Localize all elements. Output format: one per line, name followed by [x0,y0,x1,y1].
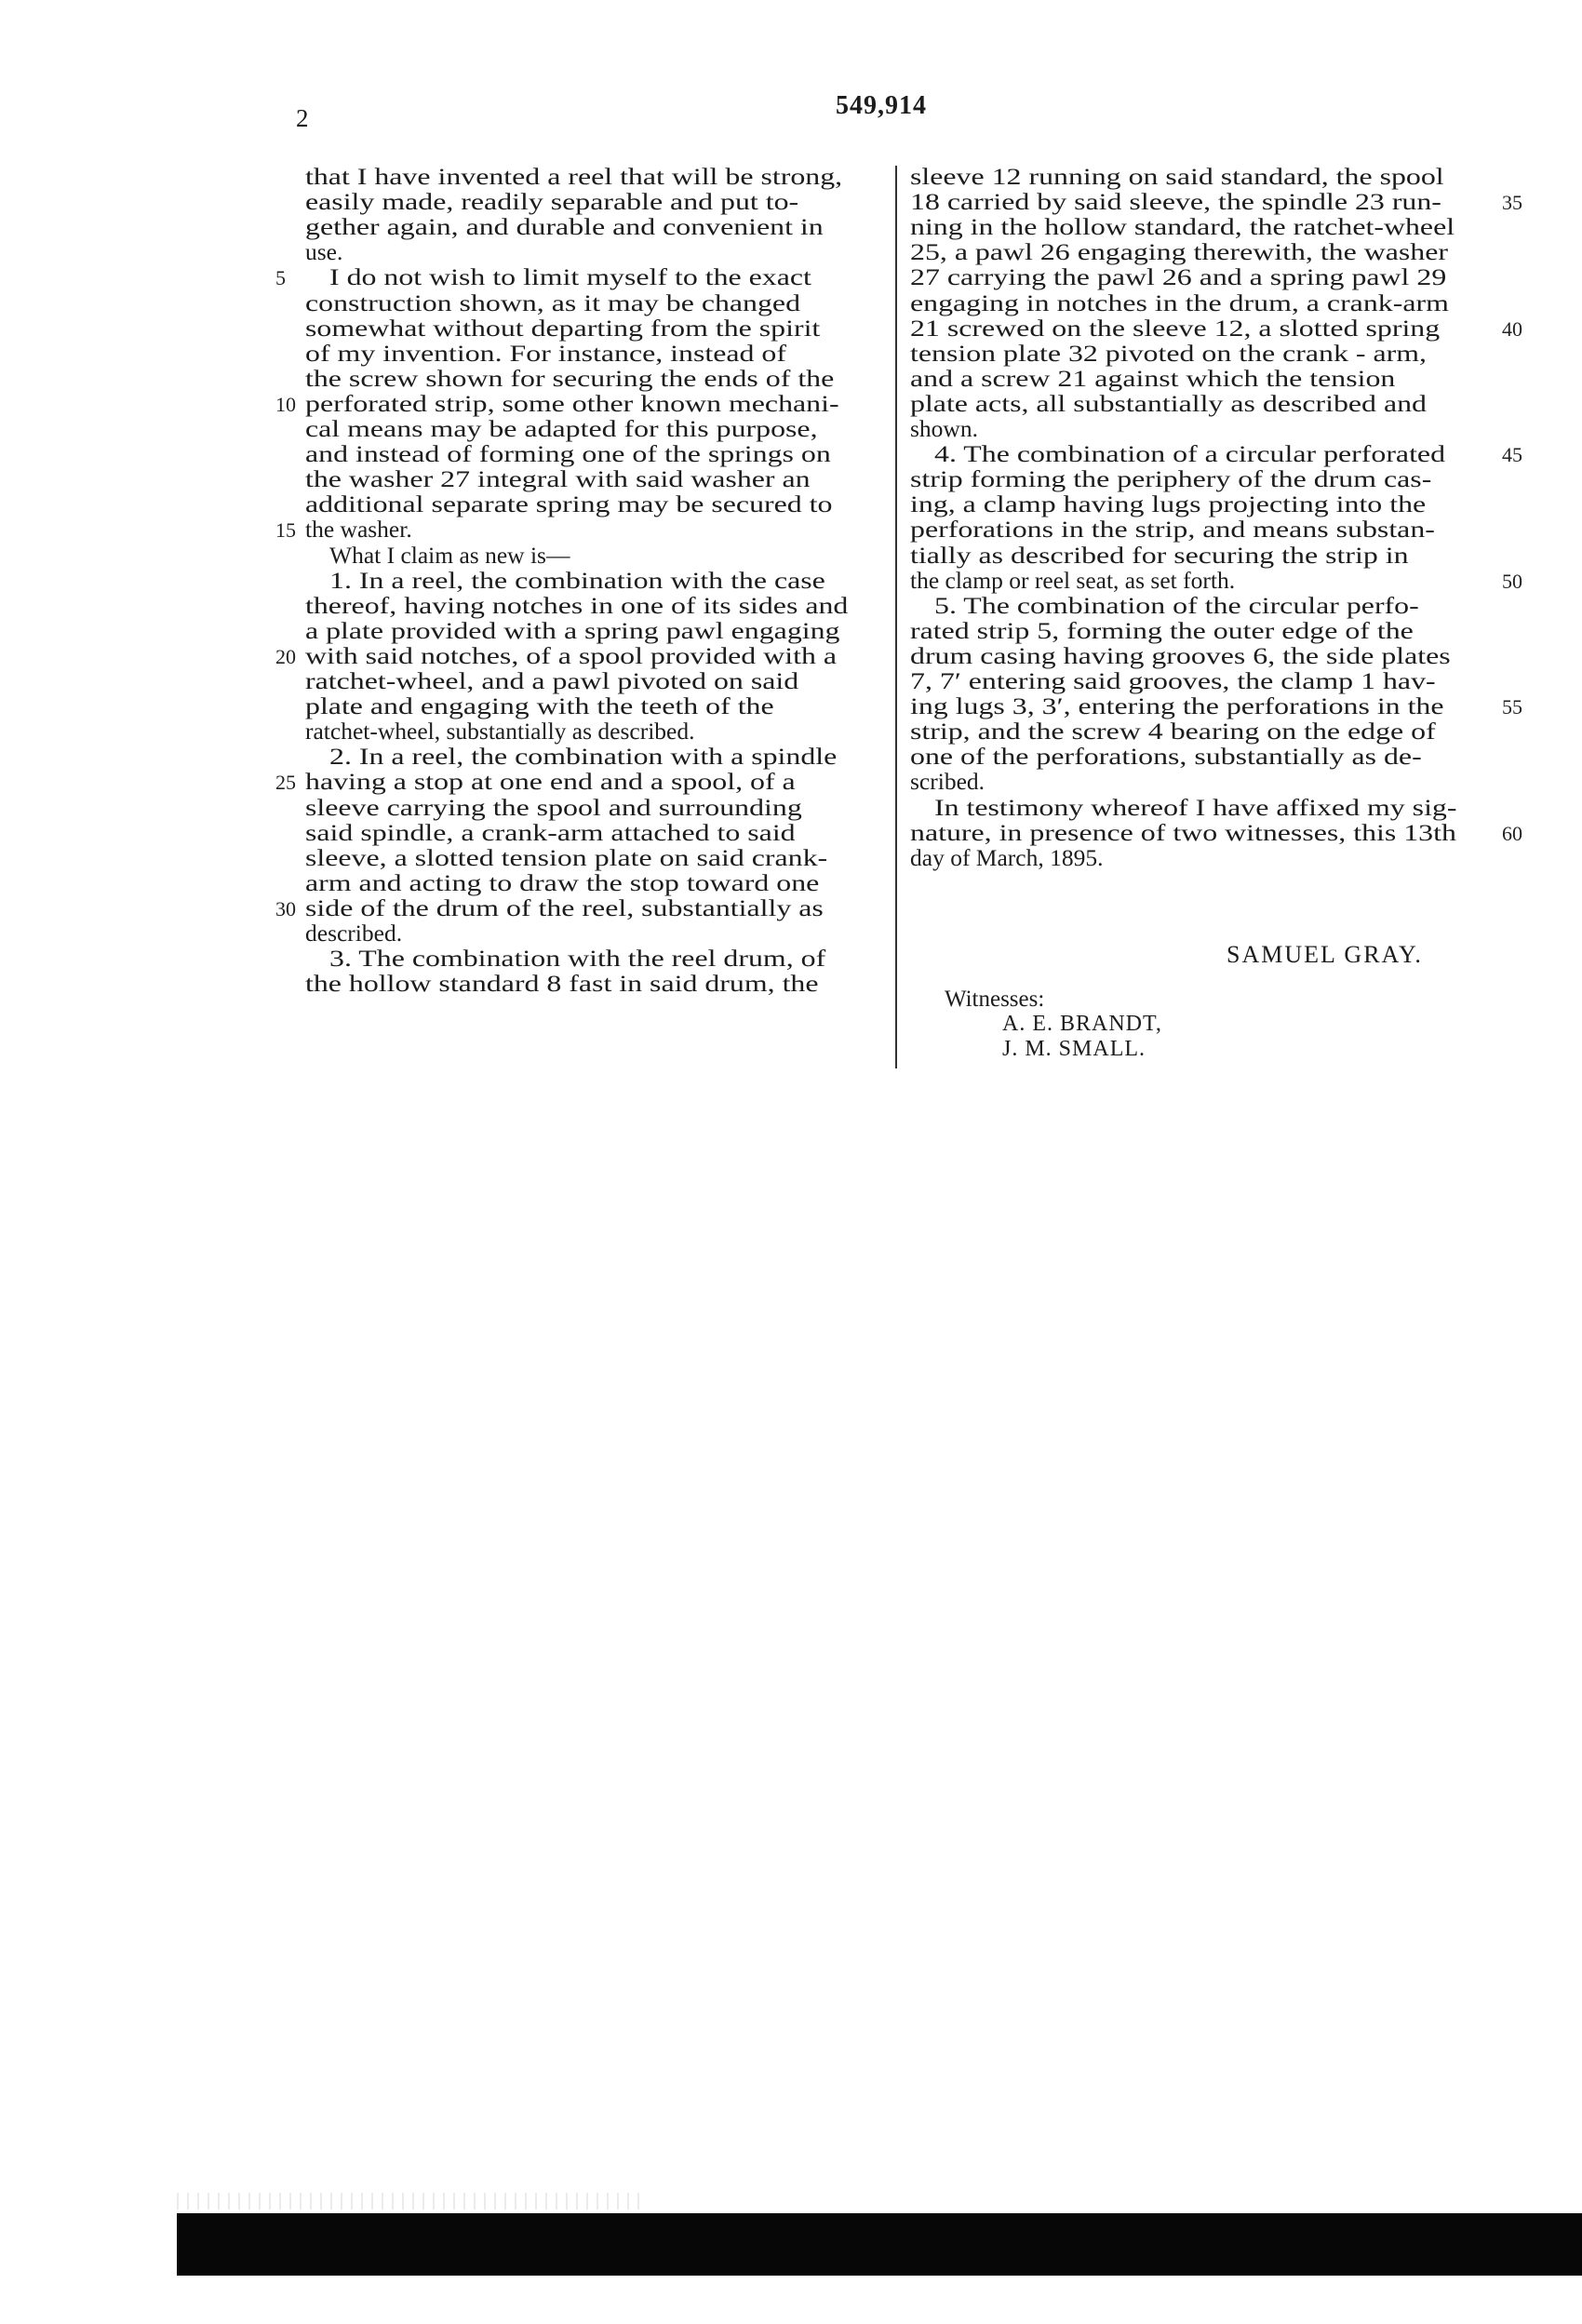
text-line: 7, 7′ entering said grooves, the clamp 1 hav- [910,667,1436,694]
scan-noise [177,2193,642,2210]
text-line: day of March, 1895. [910,843,1104,871]
text-line: ing lugs 3, 3′, entering the perforations in the [910,692,1444,720]
margin-line-number: 10 [275,392,296,416]
text-line: of my invention. For instance, instead of [305,339,786,367]
text-line: the washer. [305,516,412,544]
text-line: shown. [910,415,978,442]
text-line: the screw shown for securing the ends of the [305,364,835,392]
text-line: 3. The combination with the reel drum, of [329,945,826,973]
text-line: I do not wish to limit myself to the exact [329,263,811,291]
text-line: 25, a pawl 26 engaging therewith, the washer [910,238,1449,266]
text-line: having a stop at one end and a spool, of a [305,768,796,796]
text-line: a plate provided with a spring pawl engaging [305,616,840,644]
text-line: described. [305,920,403,947]
text-line: and instead of forming one of the springs on [305,440,831,468]
text-line: somewhat without departing from the spirit [305,314,821,342]
text-line: plate and engaging with the teeth of the [305,692,774,720]
margin-line-number: 25 [275,771,296,795]
text-line: 5. The combination of the circular perfo- [934,591,1419,619]
witnesses-label: Witnesses: [945,987,1045,1012]
text-line: the clamp or reel seat, as set forth. [910,566,1236,594]
text-line: tially as described for securing the strip in [910,541,1409,569]
text-line: engaging in notches in the drum, a crank-arm [910,289,1449,316]
text-line: sleeve 12 running on said standard, the spool [910,163,1444,190]
text-line: ratchet-wheel, substantially as described. [305,718,695,746]
text-line: ing, a clamp having lugs projecting into the [910,490,1427,518]
text-line: use. [305,238,343,266]
witness-name: J. M. SMALL. [1002,1037,1146,1061]
page-number: 2 [296,104,309,132]
margin-line-number: 45 [1502,443,1522,467]
text-line: 4. The combination of a circular perforated [934,440,1446,468]
patent-number: 549,914 [836,91,927,120]
text-line: perforated strip, some other known mechani- [305,389,839,417]
witness-name: A. E. BRANDT, [1002,1012,1162,1036]
margin-line-number: 15 [275,518,296,543]
text-line: 27 carrying the pawl 26 and a spring pawl 29 [910,263,1447,291]
text-line: additional separate spring may be secured to [305,490,833,518]
text-line: In testimony whereof I have affixed my sig- [934,793,1457,821]
text-line: and a screw 21 against which the tension [910,364,1396,392]
text-line: thereof, having notches in one of its sides and [305,591,849,619]
text-line: one of the perforations, substantially as de- [910,743,1422,771]
margin-line-number: 55 [1502,695,1522,719]
text-line: rated strip 5, forming the outer edge of the [910,616,1414,644]
text-line: the hollow standard 8 fast in said drum, the [305,970,819,998]
text-line: 2. In a reel, the combination with a spindle [329,743,838,771]
text-line: construction shown, as it may be changed [305,289,801,316]
text-line: strip forming the periphery of the drum cas- [910,465,1432,493]
text-line: 18 carried by said sleeve, the spindle 23 run- [910,188,1441,216]
text-line: said spindle, a crank-arm attached to said [305,818,796,846]
text-line: 21 screwed on the sleeve 12, a slotted spring [910,314,1441,342]
text-line: drum casing having grooves 6, the side plates [910,641,1451,669]
text-line: gether again, and durable and convenient in [305,213,824,241]
margin-line-number: 20 [275,644,296,668]
text-line: plate acts, all substantially as described and [910,389,1427,417]
text-line: sleeve carrying the spool and surrounding [305,793,802,821]
margin-line-number: 5 [275,266,286,290]
margin-line-number: 50 [1502,569,1522,593]
text-line: 1. In a reel, the combination with the case [329,566,825,594]
text-line: scribed. [910,768,985,796]
text-line: that I have invented a reel that will be strong, [305,163,843,190]
text-line: sleeve, a slotted tension plate on said crank- [305,843,828,871]
margin-line-number: 35 [1502,191,1522,215]
margin-line-number: 60 [1502,821,1522,845]
text-line: arm and acting to draw the stop toward one [305,868,820,896]
text-line: side of the drum of the reel, substantially as [305,893,824,921]
column-divider [895,166,897,1068]
text-line: perforations in the strip, and means substan- [910,516,1435,544]
text-line: cal means may be adapted for this purpose, [305,415,818,442]
scan-edge-bar [177,2213,1582,2276]
text-line: What I claim as new is— [329,541,570,569]
text-line: ning in the hollow standard, the ratchet-wheel [910,213,1455,241]
text-line: nature, in presence of two witnesses, this 13th [910,818,1456,846]
margin-line-number: 30 [275,896,296,920]
text-line: strip, and the screw 4 bearing on the edge of [910,718,1436,746]
margin-line-number: 40 [1502,316,1522,341]
text-line: with said notches, of a spool provided with a [305,641,837,669]
text-line: ratchet-wheel, and a pawl pivoted on said [305,667,799,694]
inventor-signature: SAMUEL GRAY. [1227,941,1423,968]
text-line: easily made, readily separable and put to- [305,188,799,216]
text-line: tension plate 32 pivoted on the crank - arm, [910,339,1427,367]
text-line: the washer 27 integral with said washer an [305,465,811,493]
